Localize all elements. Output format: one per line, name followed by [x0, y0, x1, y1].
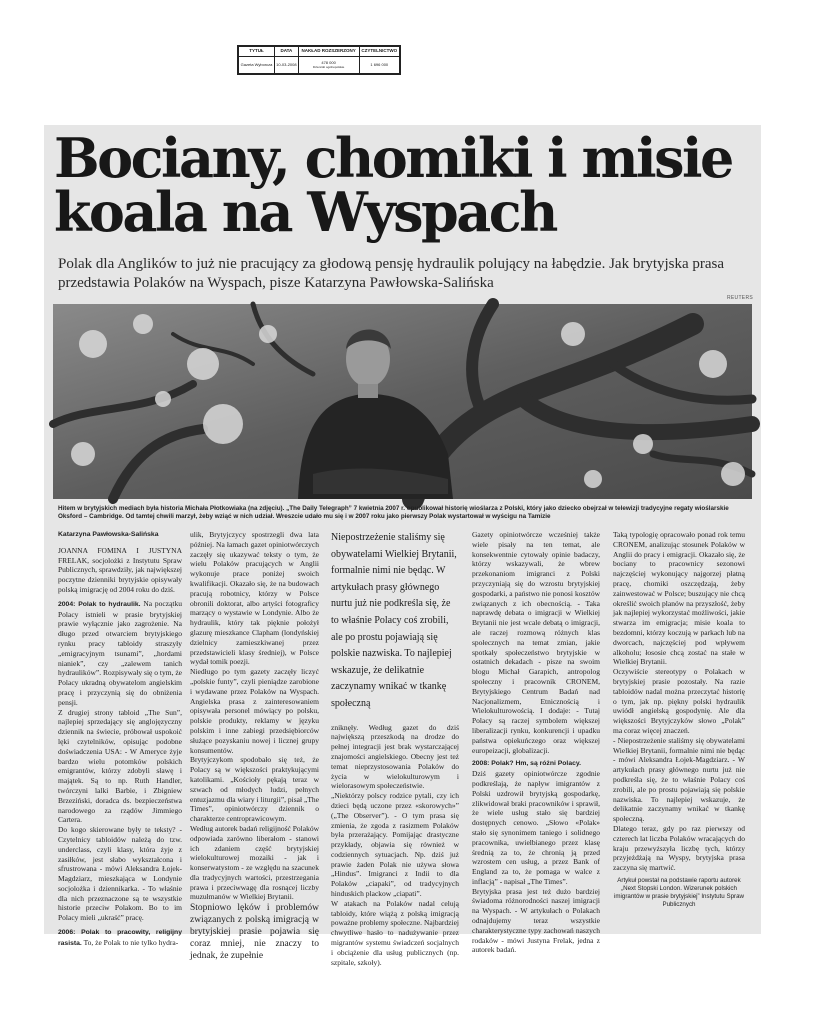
article-photo — [53, 304, 752, 499]
article-title — [54, 126, 754, 244]
article-column-3 — [331, 530, 459, 967]
column-1-paragraph-1: JOANNA FOMINA I JUSTYNA FRELAK, socjolożki z Instytutu Spraw Publicznych, sprawdziły, jak największej poczytne dzienniki brytyjskie opisywały polską imigrację od 2004 roku do dziś. — [58, 545, 182, 594]
pull-quote: Niepostrzeżenie staliśmy się obywatelami Wielkiej Brytanii, formalnie nimi nie będąc. W artykułach prasy głównego nurtu już nie podkreśla się, że to właśnie Polacy coś zrobili, ale po prostu pojawiają się polskie nazwiska. To najlepiej wskazuje, że delikatnie zaczynamy wnikać w tkankę społeczną — [331, 532, 457, 709]
column-2-paragraph-4: Według autorek badań religijność Polaków odpowiada zarówno liberałom - stanowi ich zdaniem część brytyjskiej wielokulturowej mozaiki - jak i konserwatystom - ze względu na szacunek dla tradycyjnych wartości, przestrzegania prawa i przeciwwagę dla rosnącej liczby muzułmanów w Wielkiej Brytanii. — [190, 823, 319, 902]
header-col-circulation: NAKŁAD ROZSZERZONY — [298, 47, 359, 57]
column-2-paragraph-5: Stopniowo lęków i problemów związanych z polską imigracją w brytyjskiej prasie pojawia się coraz mniej, nie znaczy to jednak, że zupełnie — [190, 903, 319, 962]
column-5-paragraph-4: Dlatego teraz, gdy po raz pierwszy od czterech lat liczba Polaków wracających do kraju przewyższyła liczbę tych, którzy przyjeżdżają na Wyspy, brytyjska prasa zaczyna się martwić. — [613, 823, 745, 873]
column-4-paragraph-2: Dziś gazety opiniotwórcze zgodnie podkreślają, że napływ imigrantów z Polski uzdrowił brytyjską gospodarkę, zlikwidował braki pracowników i sprawił, że wiele usług stało się bardziej dostępnych cenowo. „Słowo «Polak» stało się synonimem taniego i solidnego pracownika, uwielbianego przez klasę średnią za to, że chronią ją przed wzrostem cen usług, a przez Bank of England za to, że pomaga w walce z inflacją” - napisał „The Times”. — [472, 769, 600, 886]
header-col-date: DATA — [275, 47, 299, 57]
article-footnote: Artykuł powstał na podstawie raportu autorek „Next Stopski London. Wizerunek polskich imigrantów w prasie brytyjskiej” Instytutu Spraw Publicznych — [614, 876, 744, 908]
column-5-paragraph-2: Oczywiście stereotypy o Polakach w brytyjskiej prasie pozostały. Na razie tabloidów nadal można przeczytać historię o tym, jak np. piękny polski hydraulik uwiódł angielską gospodynię. Ale dla większości Brytyjczyków słowo „Polak” ma coraz więcej znaczeń. — [613, 667, 745, 735]
subheading-2004: 2004: Polak to hydraulik. — [58, 600, 141, 608]
article-column-5 — [613, 530, 745, 909]
article-byline: Katarzyna Pawłowska-Salińska — [58, 531, 159, 538]
header-table — [238, 46, 400, 74]
column-2-paragraph-2: Niedługo po tym gazety zaczęły liczyć „polskie funty”, czyli pieniądze zarobione i wydawane przez Polaków na Wyspach. Angielska prasa z zainteresowaniem opisywała personel mówiący po polsku, polskie produkty, reklamy w języku polskim i inne zabiegi przedsiębiorców służące pozyskaniu nowej i licznej grupy konsumentów. — [190, 667, 319, 755]
column-1-paragraph-4: Do kogo skierowane były te teksty? - Czytelnicy tabloidów należą do tzw. underclass, czyli klasy, która żyje z zasiłków, jest słabo wykształcona i sfrustrowana - mówi Aleksandra Łojek-Magdziarz, mieszkająca w Londynie socjolożka i dziennikarka. - To właśnie dla nich przeznaczone są te wszystkie historie przeciw Polakom. Bo to im Polacy mieli „ukraść” pracę. — [58, 825, 182, 923]
photo-caption: Hitem w brytyjskich mediach była historia Michała Płotkowiaka (na zdjęciu). „The Daily Telegraph” 7 kwietnia 2007 r. opublikował historię wioślarza z Polski, który jako dziecko obejrzał w telewizji tradycyjne regaty wioślarskie Oksford – Cambridge. Od tamtej chwili marzył, żeby wziąć w nich udział. Wreszcie udało mu się i w 2007 roku jako pierwszy Polak wystartował w wyścigu na Tamizie — [58, 505, 729, 520]
column-1-paragraph-5: 2006: Polak to pracowity, religijny rasista. To, że Polak to nie tylko hydra- — [58, 929, 182, 947]
article-clipping — [44, 125, 761, 967]
column-3-paragraph-2: „Niektórzy polscy rodzice pytali, czy ich dzieci będą uczone przez «skorowych»” („The Observer”). - O tym prasa się zmienia, że zgoda z rasizmem Polaków była przerażający. Pomijając drastyczne przykłady, objawia się również w codziennych sytuacjach. Np. dziś już prawie żaden Polak nie używa słowa „Hindus”. Imigranci z Indii to dla Polaków „ciapaki”, od tradycyjnych hinduskich plackow „ciapati”. — [331, 791, 459, 899]
header-value-date: 10-03-2008 — [275, 57, 299, 74]
header-note: Dzienniki ogólnopolskie — [312, 65, 345, 69]
press-clipping-header — [237, 45, 401, 75]
article-column-1 — [58, 530, 182, 949]
header-col-readership: CZYTELNICTWO — [359, 47, 399, 57]
article-lead: Polak dla Anglików to już nie pracujący za głodową pensję hydraulik polujący na łabędzie. Jak brytyjska prasa przedstawia Polaków na Wyspach, pisze Katarzyna Pawłowska-Salińska — [58, 256, 725, 291]
header-value-readership: 1 696 000 — [359, 57, 399, 74]
photo-credit: REUTERS — [727, 295, 753, 301]
subheading-2006: 2006: Polak to pracowity, religijny rasista. — [58, 929, 182, 947]
header-value-circulation: 478 000 Dzienniki ogólnopolskie — [298, 57, 359, 74]
subheading-2008: 2008: Polak? Hm, są różni Polacy. — [472, 760, 582, 768]
title-line-1: Bociany, chomiki i misie — [54, 126, 732, 190]
column-1-paragraph-3: Z drugiej strony tabloid „The Sun”, najlepiej sprzedający się anglojęzyczny dziennik na świecie, próbował uspokoić lęki czytelników, opisując podobne doświadczenia USA: - W Ameryce żyje bardzo wielu potomków polskich emigrantów, którzy zdobyli sławę i majątek. Są to np. Ruth Handler, twórczyni lalki Barbie, i Zbigniew Brzeziński, doradca ds. bezpieczeństwa narodowego za rządów Jimmiego Cartera. — [58, 707, 182, 825]
article-column-2 — [190, 530, 319, 962]
header-value-title: Gazeta Wyborcza — [239, 57, 275, 74]
header-col-title: TYTUŁ — [239, 47, 275, 57]
column-2-paragraph-1: ulik, Brytyjczycy spostrzegli dwa lata później. Na łamach gazet opiniotwórczych zaczęły się ukazywać teksty o tym, że wielu Polaków pracujących w Anglii wykonuje prace poniżej swoich kwalifikacji. Okazało się, że na budowach pracują robotnicy, którzy w Polsce obronili doktorat, albo artyści fotograficy marzący o wystawie w Londynie. Albo że hydraulik, który tak pięknie położył glazurę mieszkance Clapham (londyńskiej dzielnicy zamieszkiwanej przez przedstawicieli klasy średniej), w Polsce wydał tomik poezji. — [190, 530, 319, 667]
column-1-paragraph-2: 2004: Polak to hydraulik. Na początku Polacy istnieli w prasie brytyjskiej prawie wyłącznie jako zagrożenie. Na długo przed otwarciem brytyjskiego rynku pracy tabloidy straszyły „emigracyjnym tsunami”, „hordami nianiek”, czy „zalewem tanich hydraulików”. Rozpisywały się o tym, że Polacy ukradną obywatelom angielskim pracę i przyczynią się do obniżenia pensji. — [58, 598, 182, 707]
column-3-paragraph-3: W atakach na Polaków nadal celują tabloidy, które wiążą z polską imigracją poważne problemy społeczne. Najbardziej chwytliwe hasło to nadużywanie przez migrantów systemu świadczeń socjalnych i obciążenie dla usług publicznych (np. szpitale, szkoły). — [331, 898, 459, 967]
article-column-4 — [472, 530, 600, 955]
title-line-2: koala na Wyspach — [54, 180, 556, 244]
column-4-paragraph-3: Brytyjska prasa jest też dużo bardziej świadoma różnorodności naszej imigracji na Wyspach. - W artykułach o Polakach odnajdujemy teraz wszystkie charakterystyczne typy zachowań naszych rodaków - mówi Justyna Frelak, jedna z autorek badań. — [472, 886, 600, 955]
column-5-paragraph-3: - Niepostrzeżenie staliśmy się obywatelami Wielkiej Brytanii, formalnie nimi nie będąc - mówi Aleksandra Łojek-Magdziarz. - W artykułach prasy głównego nurtu już nie podkreśla się, że to właśnie Polacy coś zrobili, ale po prostu pojawiają się polskie nazwiska. To najlepiej wskazuje, że delikatnie zaczynamy wnikać w tkankę społeczną. — [613, 735, 745, 824]
column-2-paragraph-3: Brytyjczykom spodobało się też, że Polacy są w większości praktykującymi katolikami. „Kościoły pękają teraz w szwach od młodych ludzi, pełnych entuzjazmu dla wiary i liturgii”, pisał „The Times”, opiniotwórczy dziennik o charakterze centroprawicowym. — [190, 755, 319, 824]
column-5-paragraph-1: Taką typologię opracowało ponad rok temu CRONEM, analizując stosunek Polaków w Anglii do pracy i emigracji. Okazało się, że bociany to pracownicy sezonowi najczęściej wykonujący najgorzej płatną pracę, chomiki oszczędzają, żeby zainwestować w Polsce; buszujący nie chcą określić swoich planów na przyszłość, żeby jak najlepiej wykorzystać możliwości, jakie stwarza im emigracja; misie koala to bezdomni, którzy koczują w parkach lub na dworcach, najczęściej pod wpływem alkoholu; łososie chcą zostać na stałe w Wielkiej Brytanii. — [613, 530, 745, 667]
column-4-paragraph-1: Gazety opiniotwórcze wcześniej także wiele pisały na ten temat, ale konsekwentnie cytowały opinie badaczy, którzy wskazywali, że wbrew przekonaniom imigranci z Polski przyczyniają się do wzrostu brytyjskiej gospodarki, a państwo nie ponosi kosztów związanych z ich obecnością. - Taka naprawdę debata o imigracji w Wielkiej Brytanii nie jest wcale debatą o imigracji, ale raczej rozmową różnych klas społecznych na temat zmian, jakie spotkały społeczeństwo brytyjskie w ostatnich dekadach - pisze na swoim blogu Michał Garapich, antropolog społeczny i pracownik CRONEM, Brytyjskiego Centrum Badań nad Nacjonalizmem, Etnicznością i Wielokulturowością. I dodaje: - Tutaj Polacy są raczej symbolem większej liberalizacji rynku, konkurencji i upadku państwa opiekuńczego oraz większej europeizacji, globalizacji. — [472, 530, 600, 755]
photo-man-in-blossoming-tree — [53, 304, 752, 499]
column-3-paragraph-1: zniknęły. Według gazet do dziś największą przeszkodą na drodze do pełnej integracji jest brak wystarczającej znajomości angielskiego. Obecny jest też temat nieprzystosowania Polaków do życia w wielokulturowym i wielorasowym społeczeństwie. — [331, 722, 459, 791]
